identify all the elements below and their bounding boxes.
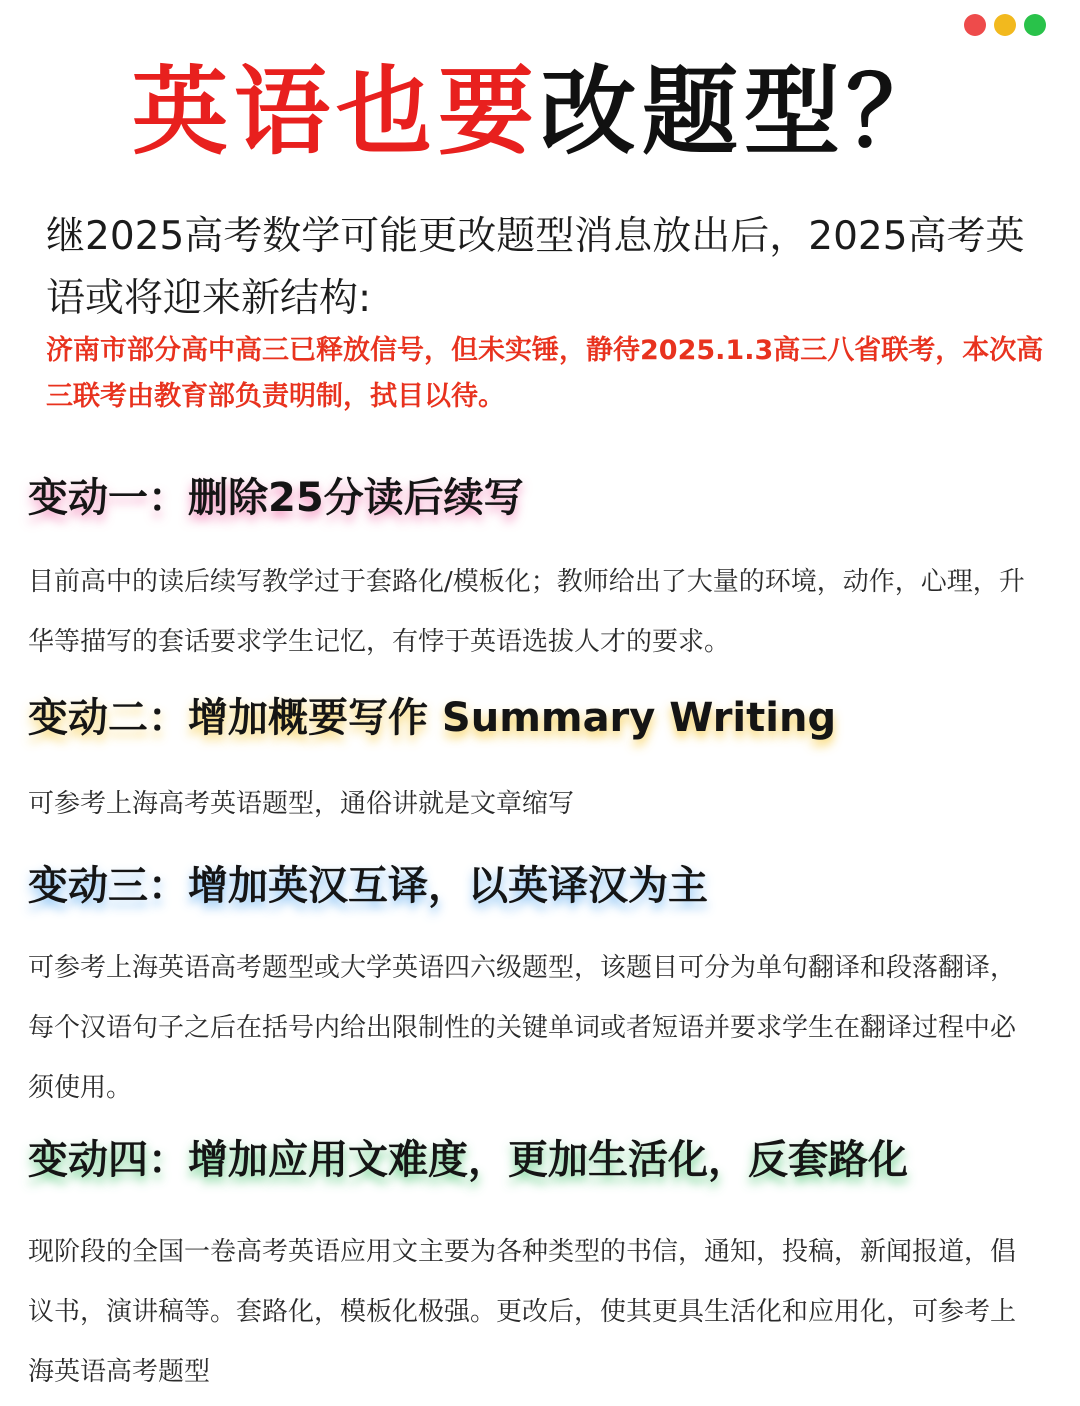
section-heading-2-text: 变动二：增加概要写作 Summary Writing	[28, 695, 837, 741]
section-body-2: 可参考上海高考英语题型，通俗讲就是文章缩写	[28, 789, 575, 819]
intro-text: 继2025高考数学可能更改题型消息放出后，2025高考英语或将迎来新结构:	[46, 214, 1025, 321]
section-heading-4	[28, 1132, 914, 1188]
section-heading-4-text: 变动四：增加应用文难度，更加生活化，反套路化	[28, 1137, 908, 1183]
section-body-1: 目前高中的读后续写教学过于套路化/模板化；教师给出了大量的环境，动作，心理，升华等描写的套话要求学生记忆，有悖于英语选拔人才的要求。	[28, 567, 1025, 657]
section-heading-1	[28, 470, 530, 526]
section-heading-2	[28, 690, 842, 746]
section-heading-3	[28, 858, 714, 914]
page-title-red: 英语也要	[132, 55, 540, 168]
section-heading-3-text: 变动三：增加英汉互译，以英译汉为主	[28, 863, 708, 909]
notice-text: 济南市部分高中高三已释放信号，但未实锤，静待2025.1.3高三八省联考，本次高三联考由教育部负责明制，拭目以待。	[46, 335, 1044, 412]
maximize-dot-icon[interactable]	[1024, 14, 1046, 36]
window-controls	[964, 14, 1046, 36]
page-title-black: 改题型？	[540, 55, 948, 168]
section-body-3: 可参考上海英语高考题型或大学英语四六级题型，该题目可分为单句翻译和段落翻译，每个汉语句子之后在括号内给出限制性的关键单词或者短语并要求学生在翻译过程中必须使用。	[28, 953, 1017, 1103]
minimize-dot-icon[interactable]	[994, 14, 1016, 36]
section-body-4: 现阶段的全国一卷高考英语应用文主要为各种类型的书信，通知，投稿，新闻报道，倡议书，演讲稿等。套路化，模板化极强。更改后，使其更具生活化和应用化，可参考上海英语高考题型	[28, 1237, 1017, 1387]
page-title	[0, 52, 1080, 172]
close-dot-icon[interactable]	[964, 14, 986, 36]
section-heading-1-text: 变动一：删除25分读后续写	[28, 475, 524, 521]
